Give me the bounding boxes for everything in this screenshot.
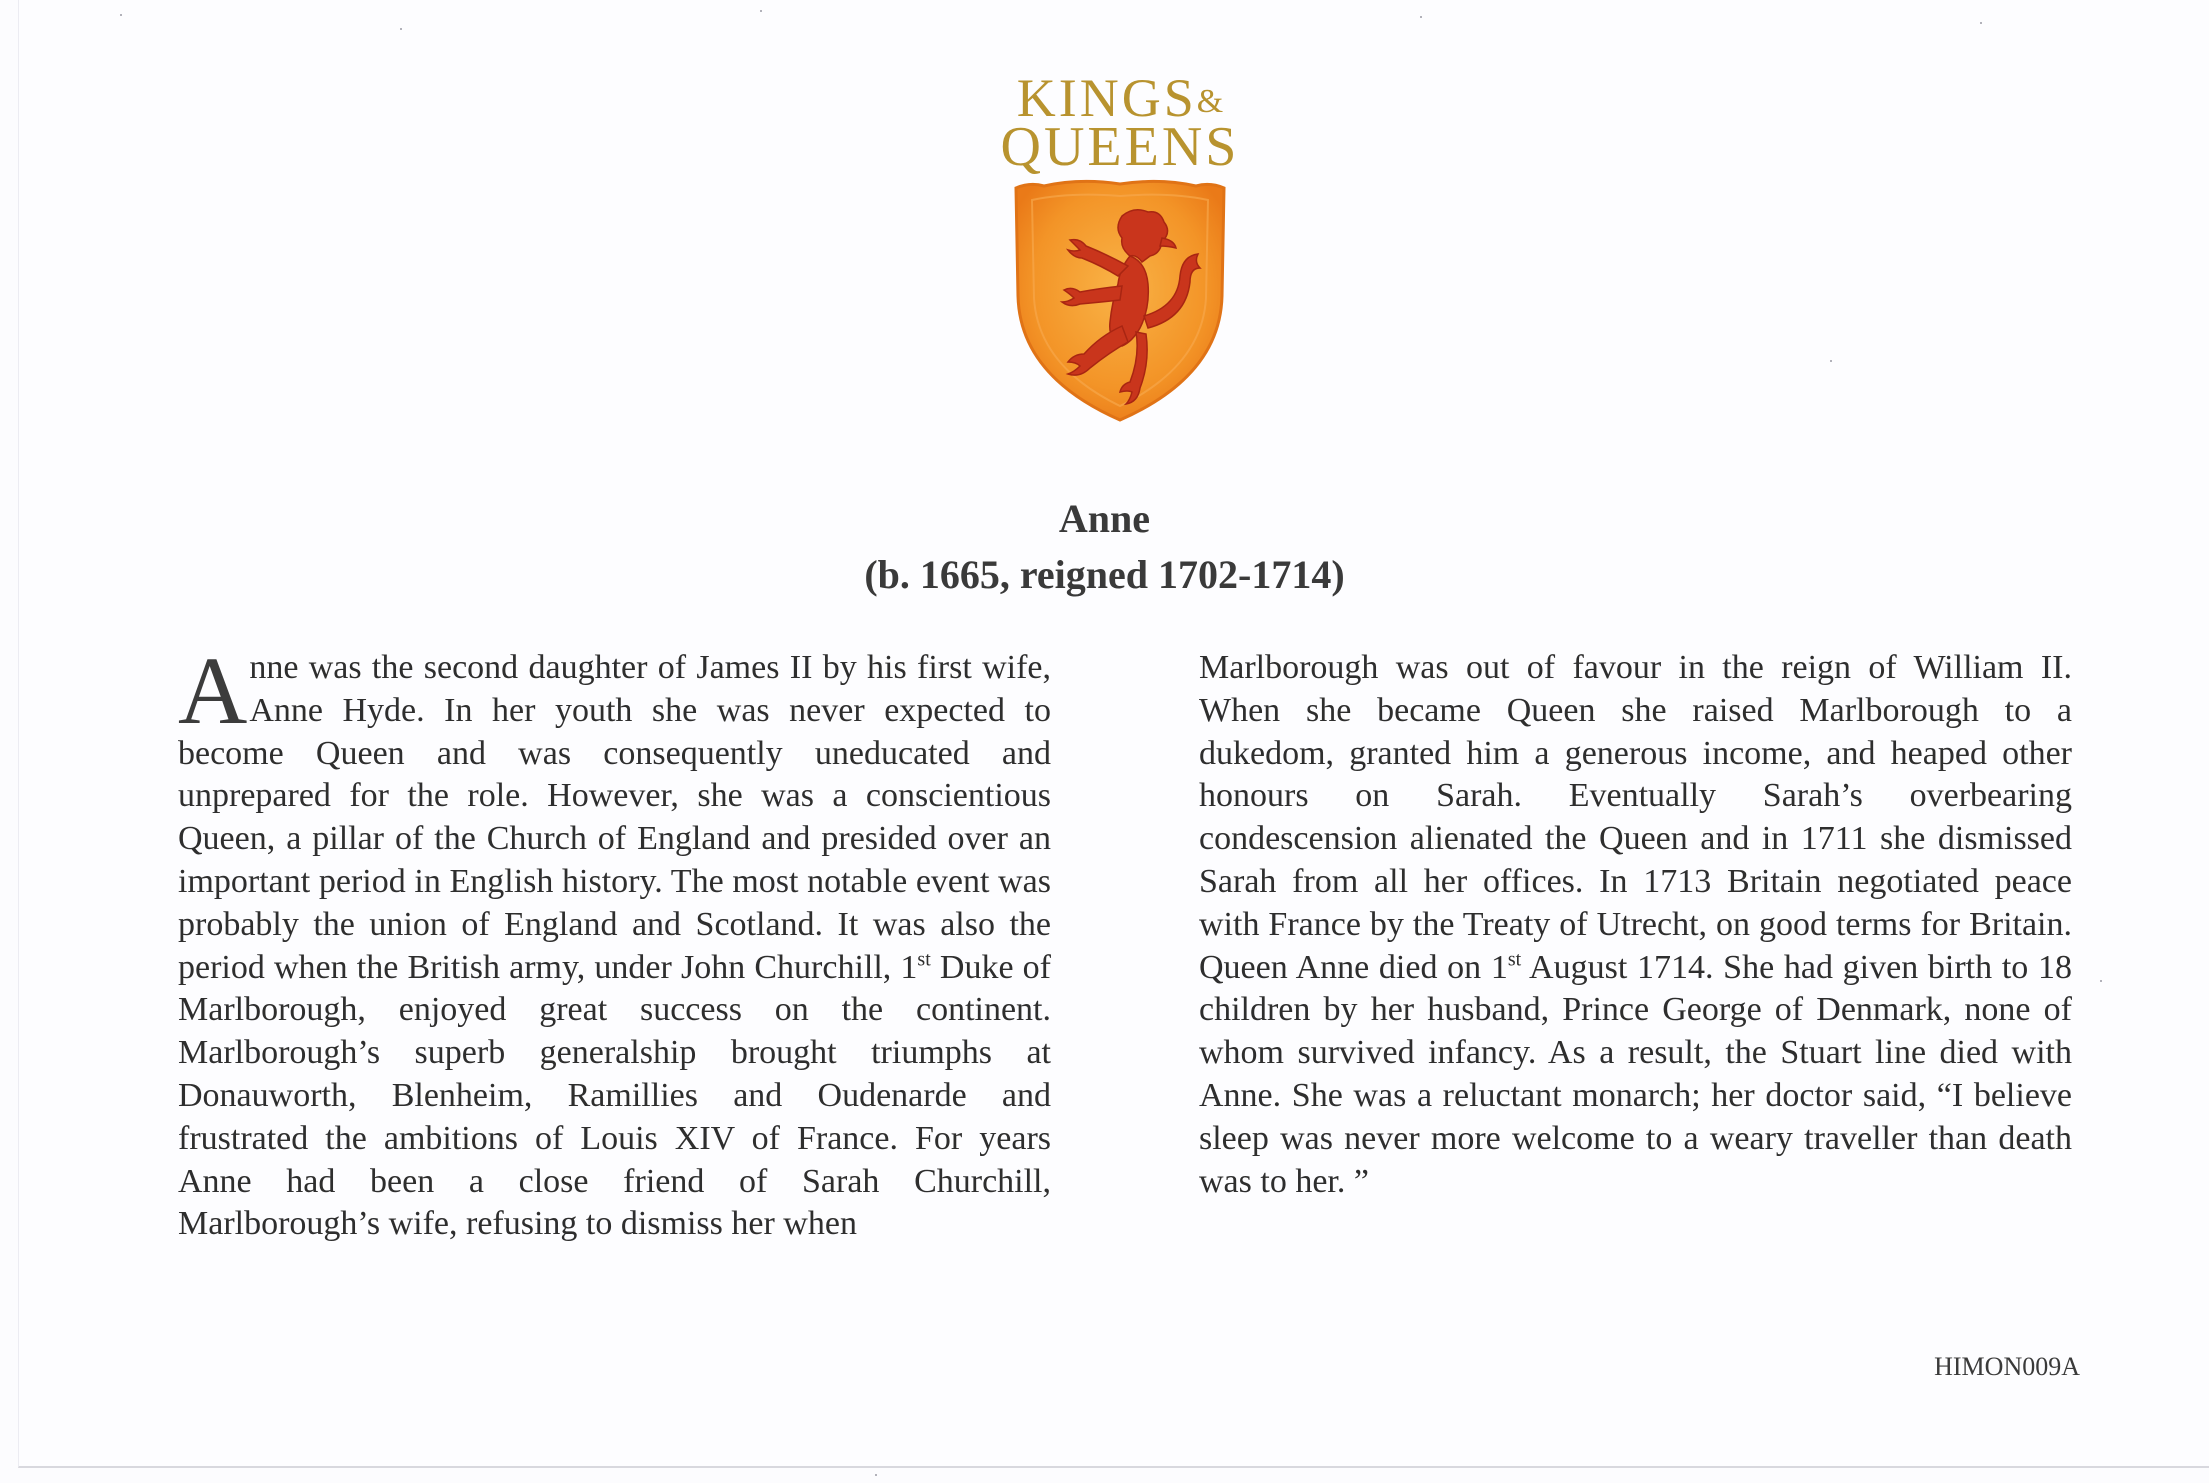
- rampant-lion-shield-icon: [1010, 176, 1230, 424]
- logo-kings-word: KINGS: [1016, 68, 1197, 128]
- monarch-name-heading: Anne: [1058, 496, 1151, 541]
- ordinal-suffix: st: [917, 948, 931, 971]
- drop-cap-letter: A: [178, 637, 248, 744]
- scan-speck: [760, 10, 762, 12]
- scan-speck: [2100, 980, 2102, 982]
- logo-queens-text: QUEENS: [1000, 116, 1240, 178]
- scan-speck: [875, 1474, 877, 1476]
- scan-speck: [120, 14, 122, 16]
- biography-right-column: Marlborough was out of favour in the reign of William II. When she became Queen she raised Marlborough to a dukedom, granted him a generous income, and heaped other honours on Sarah. Eventually Sarah’s overbearing condescension alienated the Queen and in 1711 she dismissed Sarah from all her offices. In 1713 Britain negotiated peace with France by the Treaty of Utrecht, on good terms for Britain. Queen Anne died on 1st August 1714. She had given birth to 18 children by her husband, Prince George of Denmark, none of whom survived infancy. As a result, the Stuart line died with Anne. She was a reluctant monarch; her doctor said, “I believe sleep was never more welcome to a weary traveller than death was to her. ”: [1199, 649, 2072, 1200]
- scan-speck: [1830, 360, 1832, 362]
- monarch-dates-heading: (b. 1665, reigned 1702-1714): [864, 552, 1345, 597]
- scan-speck: [400, 28, 402, 30]
- logo-ampersand: &: [1196, 83, 1224, 120]
- product-code: HIMON009A: [1934, 1352, 2080, 1381]
- scan-speck: [1980, 22, 1982, 24]
- ordinal-suffix: st: [1507, 948, 1522, 971]
- biography-left-text: nne was the second daughter of James II by his first wife, Anne Hyde. In her youth she was never expected to become Queen and was consequently uneducated and unprepared for the role. However, she was a conscientious Queen, a pillar of the Church of England and presided over an important period in English history. The most notable event was probably the union of England and Scotland. It was also the period when the British army, under John Churchill, 1st Duke of Marlborough, enjoyed great success on the continent. Marlborough’s superb generalship brought triumphs at Donauworth, Blenheim, Ramillies and Oudenarde and frustrated the ambitions of Louis XIV of France. For years Anne had been a close friend of Sarah Churchill, Marlborough’s wife, refusing to dismiss her when: [178, 649, 1052, 1243]
- scan-speck: [1420, 16, 1422, 18]
- biography-left-column: [178, 637, 1052, 1246]
